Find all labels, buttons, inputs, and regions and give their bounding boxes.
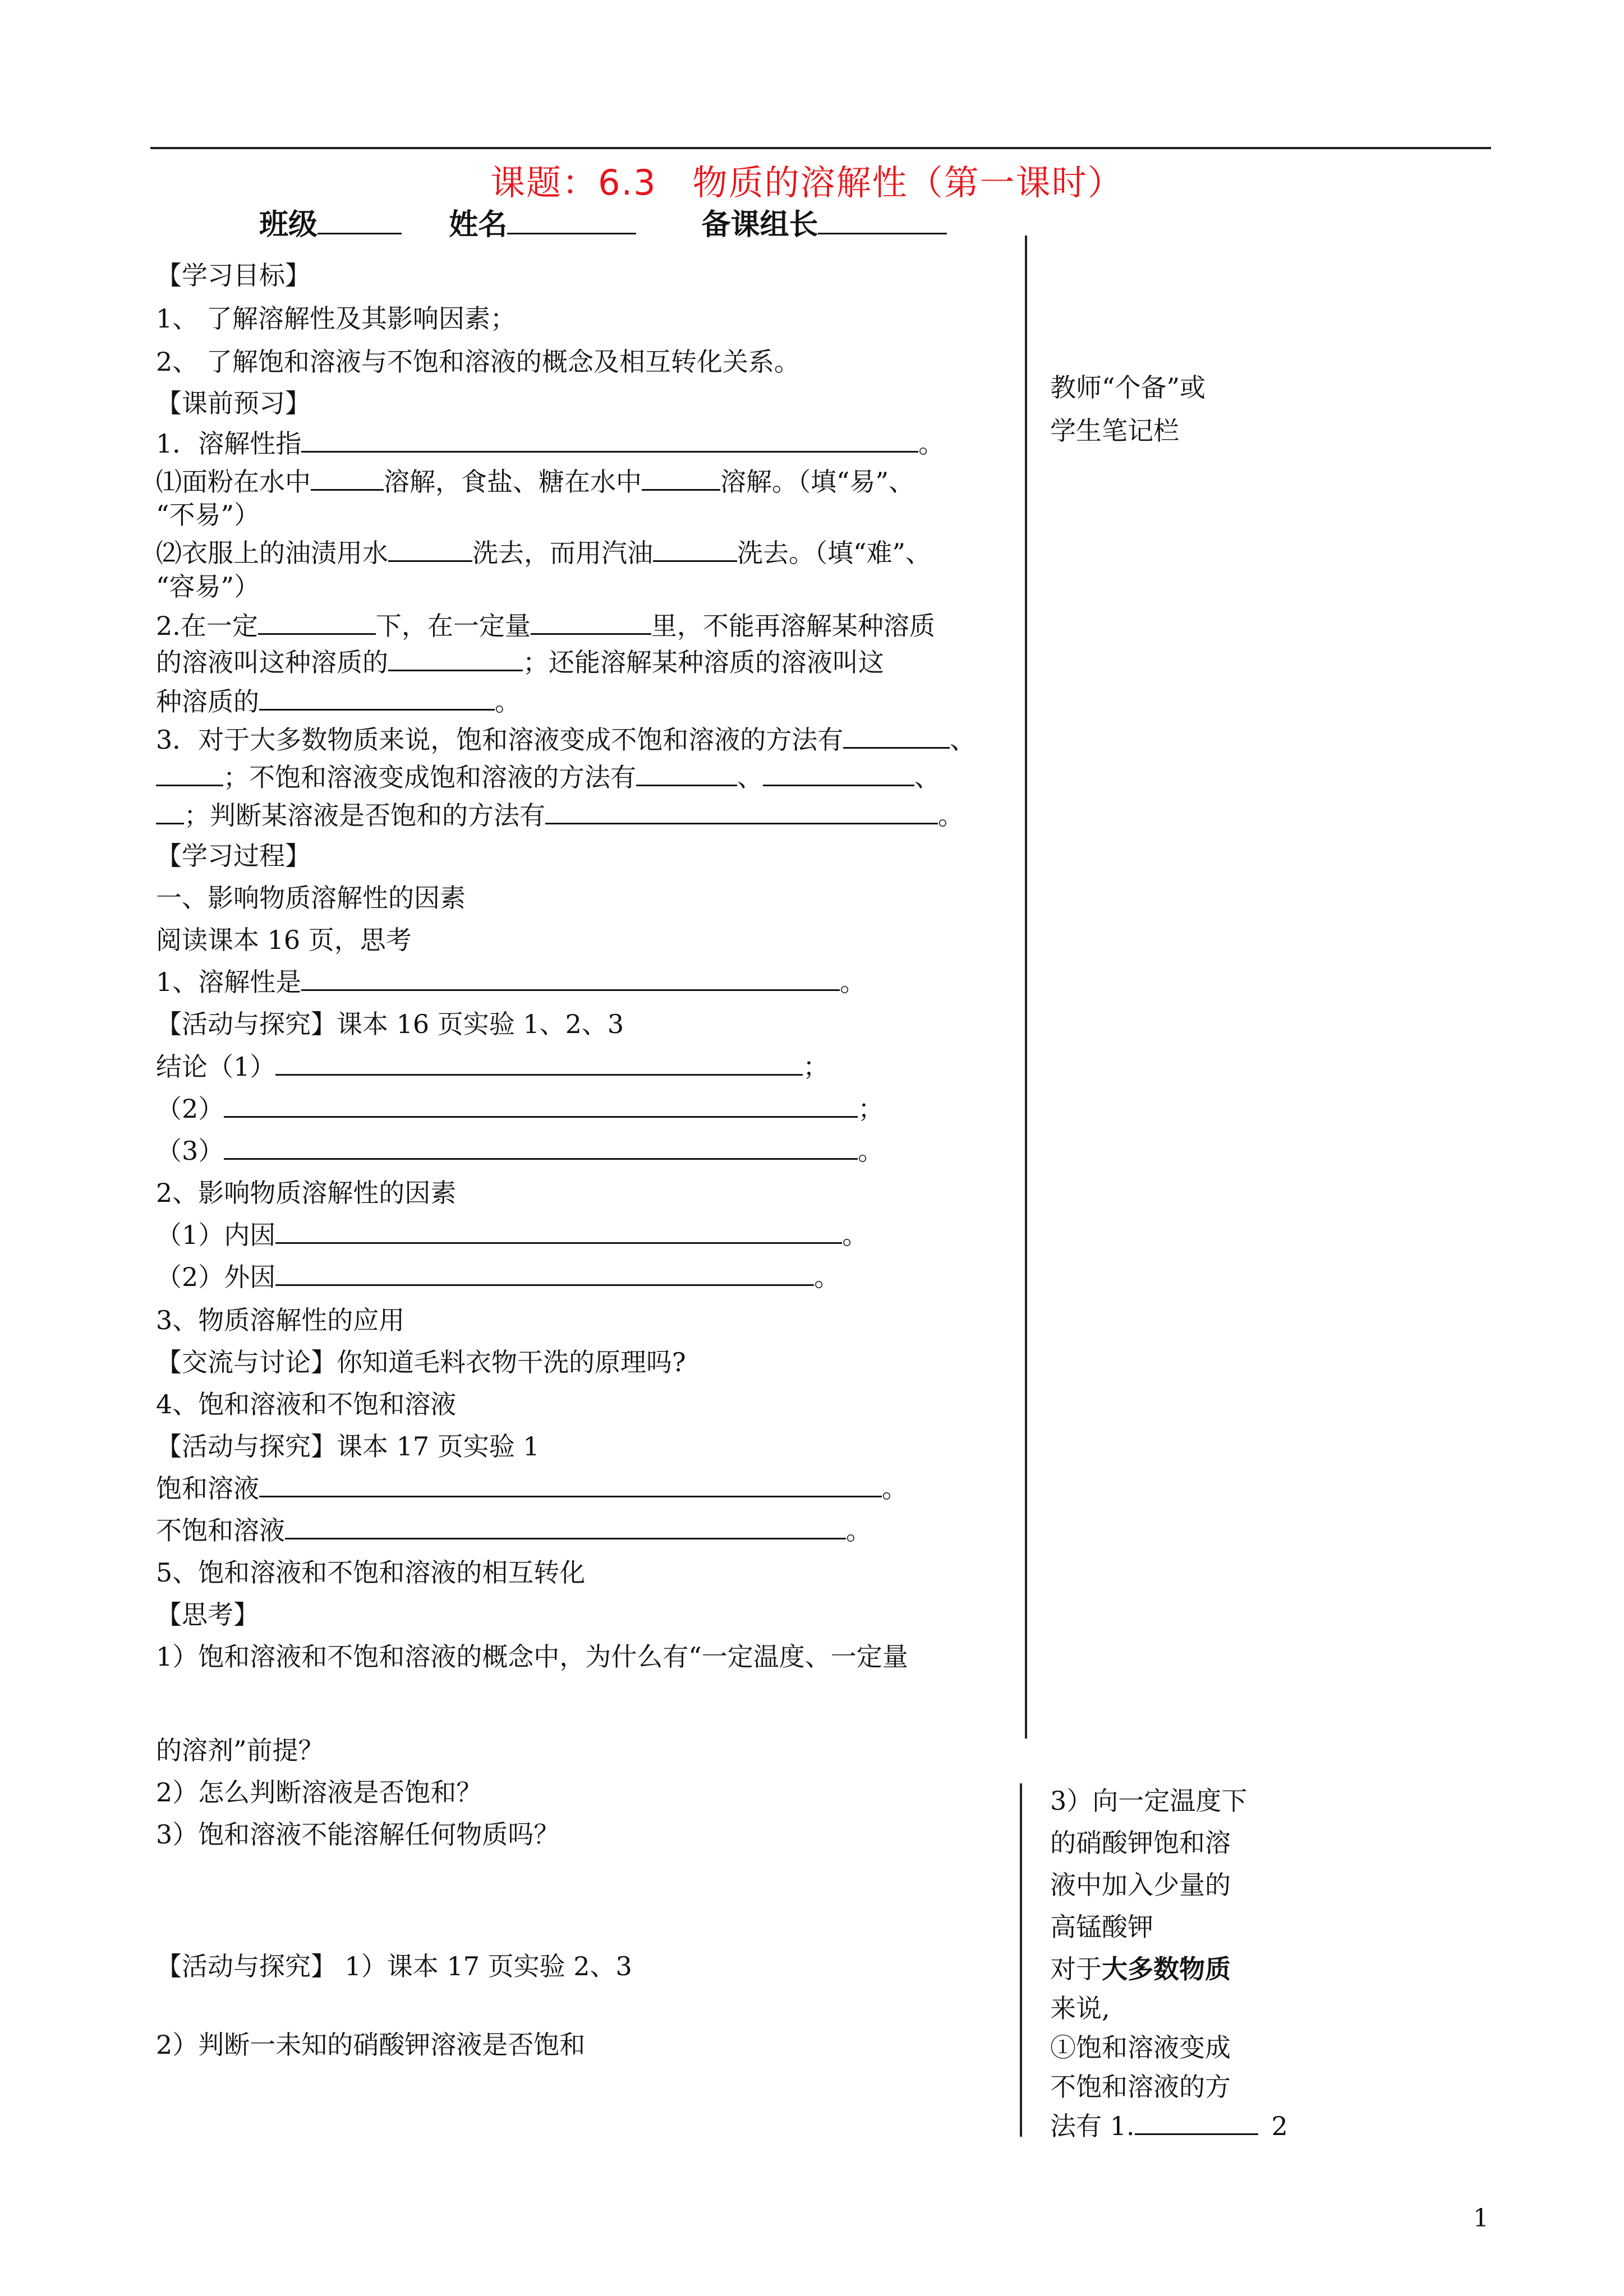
factor-external — [156, 1257, 840, 1294]
heading-think: 【思考】 — [156, 1599, 259, 1630]
sidebar-line-9 — [1050, 2106, 1288, 2143]
text: ；还能溶解某种溶质的溶液叫这 — [523, 647, 884, 677]
answer-blank[interactable] — [1135, 2111, 1258, 2135]
think-2: 2）怎么判断溶液是否饱和？ — [156, 1777, 482, 1808]
leader-blank[interactable] — [818, 210, 947, 234]
preview-q1-1 — [156, 462, 914, 499]
text: 。 — [840, 967, 866, 997]
text: ；不饱和溶液变成饱和溶液的方法有 — [223, 762, 636, 792]
def-unsaturated — [156, 1510, 872, 1547]
text: （1）内因 — [156, 1220, 276, 1250]
preview-q2-cont1 — [156, 642, 884, 679]
answer-blank[interactable] — [156, 762, 223, 786]
preview-q1-2 — [156, 533, 931, 570]
text: 里，不能再溶解某种溶质 — [651, 611, 935, 641]
text: 。 — [918, 428, 945, 459]
text: 不饱和溶液 — [156, 1515, 285, 1546]
answer-blank[interactable] — [275, 1262, 814, 1286]
text: 种溶质的 — [156, 686, 259, 717]
answer-blank[interactable] — [636, 762, 737, 786]
answer-blank[interactable] — [259, 1473, 882, 1497]
activity-2: 【活动与探究】课本 17 页实验 1 — [156, 1431, 540, 1461]
preview-q2 — [156, 606, 935, 643]
column-divider-lower — [1020, 1783, 1022, 2137]
text: 饱和溶液 — [156, 1473, 259, 1504]
text: 洗去。（填“难”、 — [737, 538, 932, 568]
section-read: 阅读课本 16 页，思考 — [156, 925, 412, 955]
think-1-cont: 的溶剂”前提？ — [156, 1735, 324, 1765]
sidebar-line-5 — [1050, 1949, 1231, 1986]
page-title: 课题：6.3 物质的溶解性（第一课时） — [490, 162, 1124, 203]
answer-blank[interactable] — [653, 538, 737, 562]
answer-blank[interactable] — [531, 611, 651, 635]
text: 。 — [858, 1136, 884, 1166]
name-label: 姓名 — [449, 208, 508, 242]
goal-1: 1、 了解溶解性及其影响因素； — [156, 303, 516, 334]
answer-blank[interactable] — [156, 800, 184, 824]
def-saturated — [156, 1468, 908, 1505]
answer-blank[interactable] — [285, 1515, 846, 1539]
text: 1．溶解性指 — [156, 428, 302, 459]
text: 。 — [814, 1262, 840, 1292]
answer-blank[interactable] — [763, 762, 914, 786]
sidebar-line-3: 液中加入少量的 — [1050, 1870, 1231, 1900]
name-blank[interactable] — [507, 210, 636, 234]
preview-q1-1-cont: “不易”） — [156, 500, 260, 530]
text: 。 — [842, 1220, 868, 1250]
text: 2.在一定 — [156, 611, 258, 641]
text: 2 — [1271, 2111, 1288, 2141]
text: 法有 1. — [1050, 2111, 1135, 2141]
text: 的溶液叫这种溶质的 — [156, 647, 388, 677]
preview-q1-2-cont: “容易”） — [156, 571, 260, 602]
answer-blank[interactable] — [275, 1052, 803, 1076]
text: 溶解。（填“易”、 — [720, 467, 915, 497]
activity-3-q2: 2）判断一未知的硝酸钾溶液是否饱和 — [156, 2030, 586, 2060]
answer-blank[interactable] — [642, 467, 720, 491]
text: （2） — [156, 1094, 224, 1124]
think-3: 3）饱和溶液不能溶解任何物质吗？ — [156, 1819, 560, 1850]
text: 。 — [882, 1473, 908, 1504]
answer-blank[interactable] — [311, 467, 384, 491]
text: 。 — [846, 1515, 872, 1546]
text: 洗去，而用汽油 — [472, 538, 653, 568]
section-factors: 2、影响物质溶解性的因素 — [156, 1178, 457, 1208]
header-rule — [150, 147, 1491, 149]
header-info — [259, 201, 947, 243]
answer-blank[interactable] — [258, 611, 376, 635]
think-1: 1）饱和溶液和不饱和溶液的概念中，为什么有“一定温度、一定量 — [156, 1642, 908, 1672]
section-conversion: 5、饱和溶液和不饱和溶液的相互转化 — [156, 1557, 586, 1588]
q-solubility — [156, 962, 866, 999]
text: 结论（1） — [156, 1052, 276, 1082]
leader-label: 备课组长 — [701, 208, 818, 242]
heading-process: 【学习过程】 — [156, 841, 311, 871]
sidebar-line-7: ①饱和溶液变成 — [1050, 2032, 1231, 2063]
class-blank[interactable] — [318, 210, 402, 234]
text: （2）外因 — [156, 1262, 276, 1292]
text: ⑴面粉在水中 — [156, 467, 311, 497]
preview-q3-cont1 — [156, 757, 940, 794]
text: 、 — [914, 762, 940, 792]
text: 、 — [950, 725, 976, 755]
text: ； — [803, 1052, 829, 1082]
text: ⑵衣服上的油渍用水 — [156, 538, 388, 568]
conclusion-3 — [156, 1131, 884, 1168]
preview-q3-cont2 — [156, 795, 964, 832]
bold-text: 大多数物质 — [1102, 1954, 1231, 1984]
answer-blank[interactable] — [275, 1220, 842, 1244]
sidebar-line-4: 高锰酸钾 — [1050, 1912, 1153, 1942]
text: 、 — [737, 762, 763, 792]
section-application: 3、物质溶解性的应用 — [156, 1305, 405, 1335]
answer-blank[interactable] — [224, 1094, 858, 1118]
preview-q3 — [156, 720, 976, 757]
text: 。 — [495, 686, 521, 717]
activity-3: 【活动与探究】 1）课本 17 页实验 2、3 — [156, 1951, 632, 1981]
text: （3） — [156, 1136, 224, 1166]
discussion: 【交流与讨论】你知道毛料衣物干洗的原理吗? — [156, 1347, 686, 1377]
answer-blank[interactable] — [843, 725, 950, 749]
sidebar-line-1: 3）向一定温度下 — [1050, 1786, 1248, 1816]
answer-blank[interactable] — [259, 686, 495, 711]
class-label: 班级 — [259, 208, 318, 242]
answer-blank[interactable] — [301, 428, 918, 453]
sidebar-note-2: 学生笔记栏 — [1050, 416, 1179, 446]
section-1: 一、影响物质溶解性的因素 — [156, 883, 466, 913]
preview-q1 — [156, 423, 944, 460]
conclusion-1 — [156, 1046, 829, 1084]
activity-1: 【活动与探究】课本 16 页实验 1、2、3 — [156, 1009, 624, 1039]
sidebar-note-1: 教师“个备”或 — [1050, 372, 1206, 403]
answer-blank[interactable] — [224, 1136, 858, 1160]
preview-q2-cont2 — [156, 681, 521, 718]
section-saturated: 4、饱和溶液和不饱和溶液 — [156, 1389, 457, 1419]
goal-2: 2、 了解饱和溶液与不饱和溶液的概念及相互转化关系。 — [156, 347, 800, 377]
heading-goals: 【学习目标】 — [156, 260, 311, 291]
answer-blank[interactable] — [301, 967, 840, 991]
sidebar-line-6: 来说, — [1050, 1993, 1110, 2023]
text: 对于 — [1050, 1954, 1102, 1984]
text: ；判断某溶液是否饱和的方法有 — [184, 800, 545, 831]
text: 溶解，食盐、糖在水中 — [384, 467, 642, 497]
sidebar-line-8: 不饱和溶液的方 — [1050, 2072, 1231, 2102]
text: 下，在一定量 — [375, 611, 531, 641]
text: 。 — [938, 800, 964, 831]
column-divider-upper — [1025, 236, 1027, 1739]
text: ； — [858, 1094, 884, 1124]
page-number: 1 — [1473, 2204, 1489, 2233]
conclusion-2 — [156, 1089, 884, 1126]
factor-internal — [156, 1215, 868, 1252]
text: 1、溶解性是 — [156, 967, 302, 997]
heading-preview: 【课前预习】 — [156, 388, 311, 418]
answer-blank[interactable] — [388, 538, 472, 562]
answer-blank[interactable] — [388, 647, 523, 671]
text: 3．对于大多数物质来说，饱和溶液变成不饱和溶液的方法有 — [156, 725, 844, 755]
sidebar-line-2: 的硝酸钾饱和溶 — [1050, 1828, 1231, 1858]
answer-blank[interactable] — [545, 800, 938, 824]
